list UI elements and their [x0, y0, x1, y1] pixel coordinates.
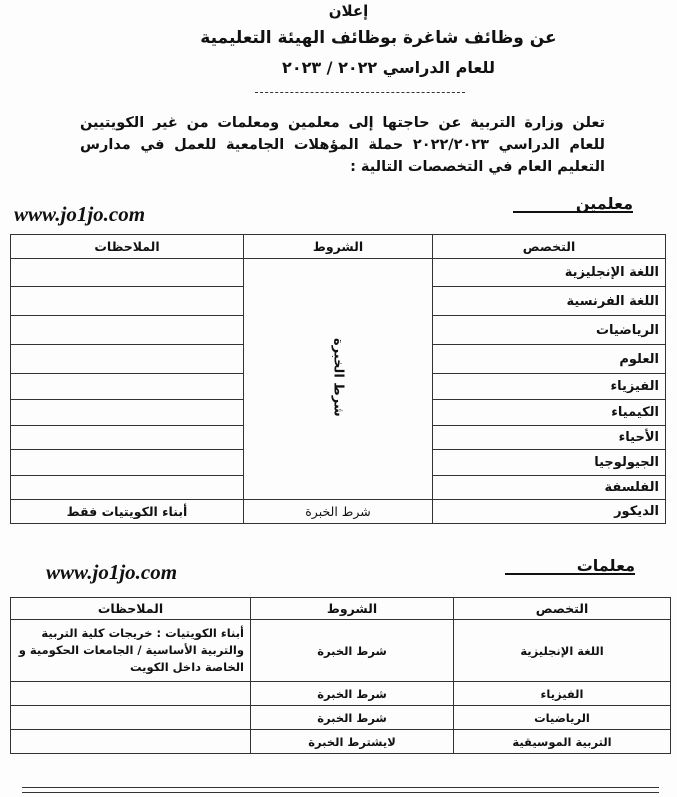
col-header-cond: الشروط: [244, 235, 433, 259]
spec-cell: اللغة الإنجليزية: [454, 620, 671, 682]
col-header-notes: الملاحظات: [11, 235, 244, 259]
note-cell: أبناء الكويتيات فقط: [11, 500, 244, 524]
intro-paragraph: تعلن وزارة التربية عن حاجتها إلى معلمين ومعلمات من غير الكويتيين للعام الدراسي ٢٠٢٢/٢٠٢٣ حملة المؤهلات الجامعية للعمل في مدارس التعليم العام في التخصصات التالية :: [80, 115, 605, 175]
condition-cell: لايشترط الخبرة: [251, 730, 454, 754]
note-cell: [11, 682, 251, 706]
col-header-spec: التخصص: [433, 235, 666, 259]
male-teachers-table: [10, 234, 666, 524]
condition-cell: شرط الخبرة: [244, 500, 433, 524]
spec-cell: الفيزياء: [454, 682, 671, 706]
divider: [255, 92, 465, 93]
col-header-notes: الملاحظات: [11, 598, 251, 620]
note-cell: [11, 450, 244, 476]
section-heading-female: [505, 556, 635, 575]
spec-cell: اللغة الفرنسية: [433, 287, 666, 316]
condition-cell: شرط الخبرة: [251, 706, 454, 730]
note-cell: [11, 259, 244, 287]
academic-year: للعام الدراسي ٢٠٢٢ / ٢٠٢٣: [282, 58, 495, 77]
note-cell: [11, 730, 251, 754]
spec-cell: الكيمياء: [433, 400, 666, 426]
merged-condition-cell: [244, 259, 433, 500]
note-cell: [11, 476, 244, 500]
spec-cell: الرياضيات: [433, 316, 666, 345]
spec-cell: الفيزياء: [433, 374, 666, 400]
note-cell: [11, 287, 244, 316]
announcement-title: إعلان: [328, 2, 369, 20]
note-cell: [11, 345, 244, 374]
spec-cell: اللغة الإنجليزية: [433, 259, 666, 287]
female-heading-text: معلمات: [576, 556, 635, 575]
note-cell: [11, 400, 244, 426]
note-cell: أبناء الكويتيات : خريجات كلية التربية والتربية الأساسية / الجامعات الحكومية و الخاصة داخل الكويت: [11, 620, 251, 682]
condition-cell: شرط الخبرة: [251, 620, 454, 682]
merged-condition-text: شرط الخبرة: [330, 338, 346, 417]
watermark-2: www.jo1jo.com: [46, 560, 178, 584]
spec-cell: الرياضيات: [454, 706, 671, 730]
note-cell: [11, 316, 244, 345]
announcement-subtitle: عن وظائف شاغرة بوظائف الهيئة التعليمية: [200, 28, 557, 48]
male-heading-text: معلمين: [575, 194, 633, 213]
watermark-1: www.jo1jo.com: [14, 202, 146, 226]
col-header-cond: الشروط: [251, 598, 454, 620]
footer-rule: [22, 792, 659, 793]
footer-rule: [22, 787, 659, 788]
spec-cell: الفلسفة: [433, 476, 666, 500]
note-cell: [11, 374, 244, 400]
note-cell: [11, 426, 244, 450]
female-teachers-table: [10, 597, 671, 754]
spec-cell: الأحياء: [433, 426, 666, 450]
condition-cell: شرط الخبرة: [251, 682, 454, 706]
col-header-spec: التخصص: [454, 598, 671, 620]
note-cell: [11, 706, 251, 730]
spec-cell: الديكور: [433, 500, 666, 524]
spec-cell: العلوم: [433, 345, 666, 374]
spec-cell: التربية الموسيقية: [454, 730, 671, 754]
spec-cell: الجيولوجيا: [433, 450, 666, 476]
section-heading-male: [513, 194, 633, 213]
